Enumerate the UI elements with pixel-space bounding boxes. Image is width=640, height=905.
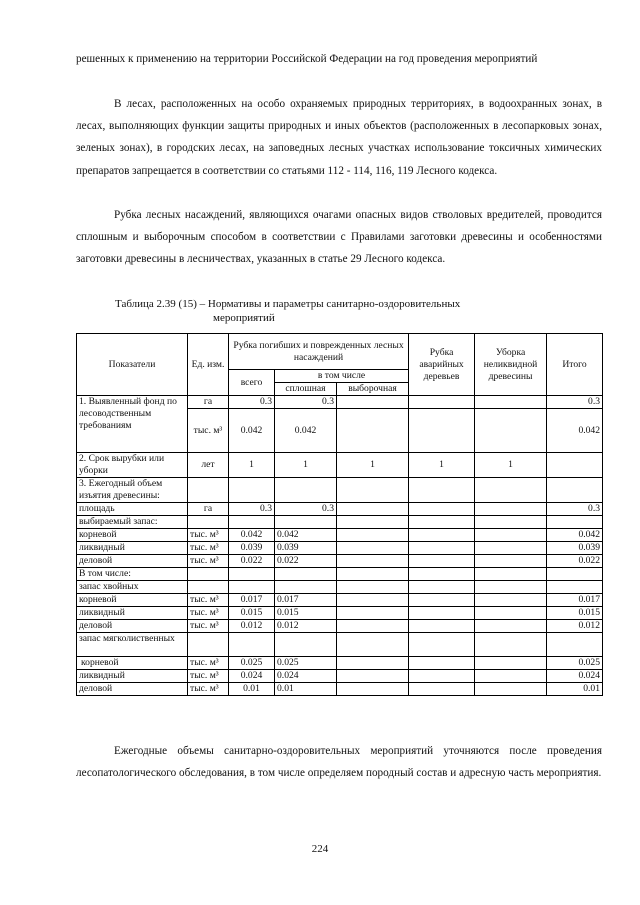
cell-empty — [475, 542, 547, 555]
cell-unit: тыс. м³ — [188, 657, 229, 670]
cell-empty — [409, 478, 475, 503]
header-felling: Рубка погибших и поврежденных лесных насаждений — [229, 334, 409, 370]
cell-empty — [547, 581, 603, 594]
cell-unit: га — [188, 503, 229, 516]
cell-total: 0.042 — [229, 409, 275, 453]
row-label: 2. Срок вырубки или уборки — [77, 453, 188, 478]
row-label: выбираемый запас: — [77, 516, 188, 529]
cell-empty — [337, 409, 409, 453]
cell-clear: 0.024 — [275, 670, 337, 683]
cell-empty — [229, 478, 275, 503]
cell-empty — [275, 568, 337, 581]
table-row — [77, 657, 603, 670]
cell-unit: тыс. м³ — [188, 542, 229, 555]
cell-sum: 0.042 — [547, 409, 603, 453]
cell-empty — [409, 633, 475, 657]
cell-empty — [475, 670, 547, 683]
paragraph-annual-volumes: Ежегодные объемы санитарно-оздоровительных мероприятий уточняются после проведения лесопатологического обследования, в том числе определяем породный состав и адресную часть мероприятия. — [76, 745, 602, 780]
cell-total: 0.01 — [229, 683, 275, 696]
cell-total: 0.022 — [229, 555, 275, 568]
table-row — [77, 529, 603, 542]
cell-empty — [475, 683, 547, 696]
cell-clear: 0.042 — [275, 409, 337, 453]
table-row — [77, 516, 603, 529]
cell-empty — [275, 516, 337, 529]
cell-empty — [275, 478, 337, 503]
cell-empty — [547, 633, 603, 657]
cell-empty — [337, 516, 409, 529]
cell-empty — [188, 633, 229, 657]
table-row — [77, 594, 603, 607]
paragraph-felling: Рубка лесных насаждений, являющихся очагами опасных видов стволовых вредителей, проводится сплошным и выборочным способом в соответствии с Правилами заготовки древесины и особенностями заготовки древесины в лесничествах, указанных в статье 29 Лесного кодекса. — [76, 209, 602, 266]
cell-empty — [337, 620, 409, 633]
cell-empty — [547, 478, 603, 503]
cell-sum: 0.017 — [547, 594, 603, 607]
header-sum: Итого — [547, 334, 603, 396]
row-label: корневой — [77, 529, 188, 542]
table-row — [77, 620, 603, 633]
cell-sum: 0.025 — [547, 657, 603, 670]
row-label: ликвидный — [77, 607, 188, 620]
cell-empty — [475, 516, 547, 529]
page-number: 224 — [311, 843, 329, 855]
cell-total: 0.025 — [229, 657, 275, 670]
cell-empty — [337, 581, 409, 594]
cell-empty — [229, 568, 275, 581]
cell-empty — [475, 620, 547, 633]
cell-cleanup: 1 — [475, 453, 547, 478]
cell-empty — [475, 409, 547, 453]
cell-unit: га — [188, 396, 229, 409]
cell-unit: тыс. м³ — [188, 529, 229, 542]
cell-empty — [337, 542, 409, 555]
cell-clear: 0.01 — [275, 683, 337, 696]
table-row — [77, 581, 603, 594]
cell-total: 0.015 — [229, 607, 275, 620]
cell-empty — [409, 594, 475, 607]
caption-line-2: мероприятий — [213, 312, 275, 324]
cell-empty — [229, 633, 275, 657]
cell-clear: 0.012 — [275, 620, 337, 633]
cell-total: 0.042 — [229, 529, 275, 542]
cell-empty — [337, 594, 409, 607]
header-selective: выборочная — [337, 383, 409, 396]
table-row — [77, 568, 603, 581]
cell-clear: 0.022 — [275, 555, 337, 568]
cell-clear: 0.015 — [275, 607, 337, 620]
header-total: всего — [229, 370, 275, 396]
cell-clear: 1 — [275, 453, 337, 478]
cell-empty — [275, 633, 337, 657]
cell-empty — [337, 568, 409, 581]
header-emergency-trees: Рубка аварийных деревьев — [409, 334, 475, 396]
cell-empty — [475, 555, 547, 568]
cell-total: 0.3 — [229, 503, 275, 516]
paragraph-toxic-chemicals: В лесах, расположенных на особо охраняемых природных территориях, в водоохранных зонах, в лесах, выполняющих функции защиты природных и иных объектов (расположенных в лесопарковых зонах, зеленых зонах), в городских лесах, на заповедных лесных участках использование токсичных химических препаратов запрещается в соответствии со статьями 112 - 114, 116, 119 Лесного кодекса. — [76, 98, 602, 177]
cell-empty — [475, 396, 547, 409]
row-label: корневой — [77, 594, 188, 607]
cell-sum: 0.3 — [547, 503, 603, 516]
cell-total: 0.017 — [229, 594, 275, 607]
cell-total: 1 — [229, 453, 275, 478]
cell-empty — [229, 581, 275, 594]
cell-selective: 1 — [337, 453, 409, 478]
cell-empty — [337, 529, 409, 542]
table-row — [77, 670, 603, 683]
cell-empty — [475, 607, 547, 620]
cell-empty — [475, 568, 547, 581]
cell-empty — [188, 478, 229, 503]
cell-empty — [229, 516, 275, 529]
cell-empty — [337, 657, 409, 670]
row-label: деловой — [77, 683, 188, 696]
cell-emergency: 1 — [409, 453, 475, 478]
cell-sum: 0.012 — [547, 620, 603, 633]
cell-sum: 0.01 — [547, 683, 603, 696]
cell-total: 0.012 — [229, 620, 275, 633]
row-label: 3. Ежегодный объем изъятия древесины: — [77, 478, 188, 503]
cell-empty — [409, 620, 475, 633]
table-row — [77, 555, 603, 568]
cell-unit: лет — [188, 453, 229, 478]
cell-empty — [409, 555, 475, 568]
cell-empty — [409, 529, 475, 542]
cell-empty — [337, 607, 409, 620]
cell-empty — [475, 633, 547, 657]
cell-empty — [337, 555, 409, 568]
cell-empty — [337, 396, 409, 409]
cell-empty — [409, 503, 475, 516]
table-row — [77, 633, 603, 657]
cell-empty — [188, 568, 229, 581]
paragraph-continued: решенных к применению на территории Российской Федерации на год проведения мероприятий — [76, 53, 538, 65]
table-caption — [115, 297, 575, 325]
cell-empty — [475, 581, 547, 594]
cell-sum: 0.042 — [547, 529, 603, 542]
cell-empty — [547, 568, 603, 581]
cell-empty — [409, 568, 475, 581]
cell-unit: тыс. м³ — [188, 607, 229, 620]
cell-empty — [337, 478, 409, 503]
cell-clear: 0.039 — [275, 542, 337, 555]
cell-empty — [409, 607, 475, 620]
cell-unit: тыс. м³ — [188, 683, 229, 696]
cell-unit: тыс. м³ — [188, 620, 229, 633]
row-label: ликвидный — [77, 670, 188, 683]
row-label: деловой — [77, 555, 188, 568]
row-label: площадь — [77, 503, 188, 516]
sanitary-measures-table — [76, 333, 603, 696]
header-clear-cut: сплошная — [275, 383, 337, 396]
table-row — [77, 478, 603, 503]
cell-empty — [475, 529, 547, 542]
cell-empty — [409, 542, 475, 555]
cell-sum: 0.3 — [547, 396, 603, 409]
cell-empty — [409, 409, 475, 453]
cell-clear: 0.3 — [275, 396, 337, 409]
table-row — [77, 542, 603, 555]
cell-total: 0.3 — [229, 396, 275, 409]
cell-sum: 0.024 — [547, 670, 603, 683]
cell-empty — [337, 683, 409, 696]
cell-empty — [475, 657, 547, 670]
cell-empty — [475, 594, 547, 607]
cell-empty — [337, 633, 409, 657]
cell-unit: тыс. м³ — [188, 594, 229, 607]
cell-sum: 0.039 — [547, 542, 603, 555]
cell-unit: тыс. м³ — [188, 409, 229, 453]
row-label: 1. Выявленный фонд по лесоводственным требованиям — [77, 396, 188, 453]
cell-empty — [475, 503, 547, 516]
cell-empty — [475, 478, 547, 503]
cell-total: 0.039 — [229, 542, 275, 555]
row-label: корневой — [77, 657, 188, 670]
cell-empty — [188, 516, 229, 529]
cell-empty — [547, 516, 603, 529]
table-row — [77, 683, 603, 696]
cell-empty — [409, 516, 475, 529]
cell-empty — [409, 396, 475, 409]
cell-empty — [409, 683, 475, 696]
table-row — [77, 396, 603, 409]
cell-clear: 0.042 — [275, 529, 337, 542]
cell-empty — [547, 453, 603, 478]
cell-empty — [275, 581, 337, 594]
cell-clear: 0.025 — [275, 657, 337, 670]
row-label: ликвидный — [77, 542, 188, 555]
cell-empty — [409, 581, 475, 594]
cell-empty — [409, 670, 475, 683]
row-label: В том числе: — [77, 568, 188, 581]
cell-sum: 0.022 — [547, 555, 603, 568]
header-including: в том числе — [275, 370, 409, 383]
table-row — [77, 607, 603, 620]
cell-empty — [409, 657, 475, 670]
caption-line-1: Таблица 2.39 (15) – Нормативы и параметры санитарно-оздоровительных — [115, 298, 461, 310]
cell-clear: 0.3 — [275, 503, 337, 516]
cell-unit: тыс. м³ — [188, 555, 229, 568]
cell-total: 0.024 — [229, 670, 275, 683]
header-unit: Ед. изм. — [188, 334, 229, 396]
cell-sum: 0.015 — [547, 607, 603, 620]
table-row — [77, 453, 603, 478]
cell-empty — [337, 503, 409, 516]
cell-empty — [188, 581, 229, 594]
header-indicators: Показатели — [77, 334, 188, 396]
cell-empty — [337, 670, 409, 683]
row-label: запас мягколиственных — [77, 633, 188, 657]
cell-unit: тыс. м³ — [188, 670, 229, 683]
row-label: деловой — [77, 620, 188, 633]
row-label: запас хвойных — [77, 581, 188, 594]
header-cleanup: Уборка неликвидной древесины — [475, 334, 547, 396]
cell-clear: 0.017 — [275, 594, 337, 607]
table-row — [77, 503, 603, 516]
